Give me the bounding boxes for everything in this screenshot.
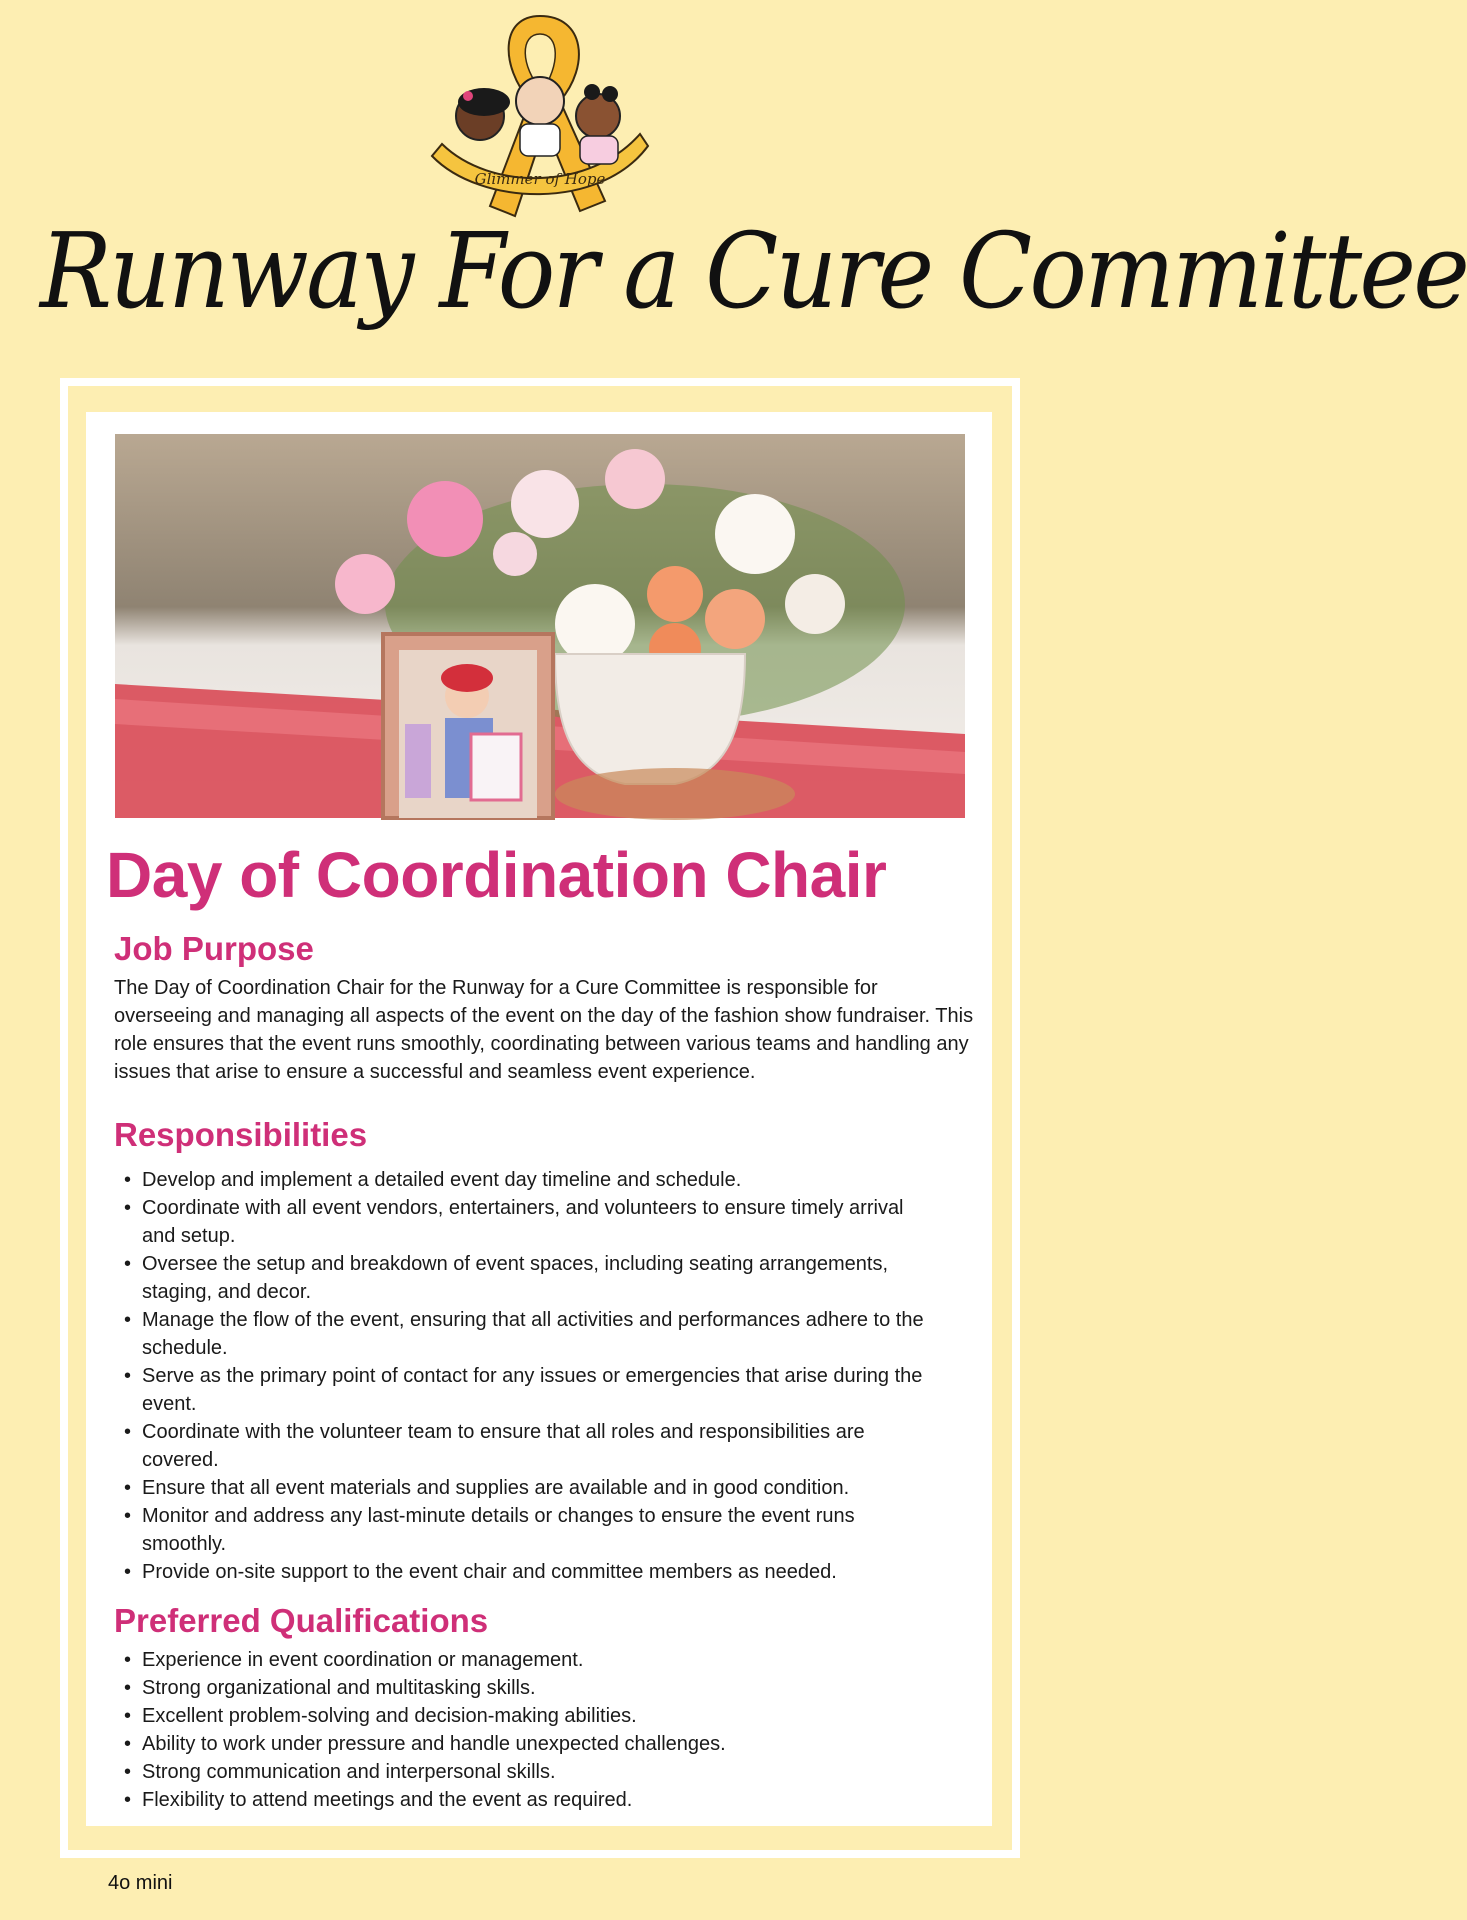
qualifications-heading: Preferred Qualifications (114, 1602, 489, 1639)
page-title: Runway For a Cure Committee (40, 210, 1467, 332)
list-item: • Strong communication and interpersonal skills. (114, 1758, 934, 1786)
list-item: • Ensure that all event materials and supplies are available and in good condition. (114, 1474, 934, 1502)
list-item: • Manage the flow of the event, ensuring that all activities and performances adhere to the schedule. (114, 1306, 934, 1362)
list-item: • Ability to work under pressure and handle unexpected challenges. (114, 1730, 934, 1758)
footer-note: 4o mini (108, 1872, 173, 1894)
list-item: • Coordinate with the volunteer team to ensure that all roles and responsibilities are covered. (114, 1418, 934, 1474)
list-item: • Coordinate with all event vendors, entertainers, and volunteers to ensure timely arrival and setup. (114, 1194, 934, 1250)
list-item: • Excellent problem-solving and decision-making abilities. (114, 1702, 934, 1730)
list-item: • Experience in event coordination or management. (114, 1646, 934, 1674)
list-item: • Strong organizational and multitasking skills. (114, 1674, 934, 1702)
list-item: • Flexibility to attend meetings and the event as required. (114, 1786, 934, 1814)
document-title: Day of Coordination Chair (106, 839, 887, 911)
list-item: • Monitor and address any last-minute details or changes to ensure the event runs smoothly. (114, 1502, 934, 1558)
logo-ribbon-text: Glimmer of Hope (474, 170, 606, 188)
list-item: • Develop and implement a detailed event day timeline and schedule. (114, 1166, 934, 1194)
responsibilities-list (114, 1166, 934, 1586)
floral-centerpiece-photo (115, 434, 965, 818)
job-purpose-heading: Job Purpose (114, 930, 314, 967)
list-item: • Oversee the setup and breakdown of event spaces, including seating arrangements, staging, and decor. (114, 1250, 934, 1306)
list-item: • Provide on-site support to the event chair and committee members as needed. (114, 1558, 934, 1586)
responsibilities-heading: Responsibilities (114, 1116, 368, 1153)
job-purpose-text: The Day of Coordination Chair for the Runway for a Cure Committee is responsible for overseeing and managing all aspects of the event on the day of the fashion show fundraiser. This role ensures that the event runs smoothly, coordinating between various teams and handling any issues that arise to ensure a successful and seamless event experience. (114, 977, 974, 1083)
list-item: • Serve as the primary point of contact for any issues or emergencies that arise during the event. (114, 1362, 934, 1418)
qualifications-list (114, 1646, 934, 1814)
glimmer-of-hope-logo (420, 6, 660, 222)
